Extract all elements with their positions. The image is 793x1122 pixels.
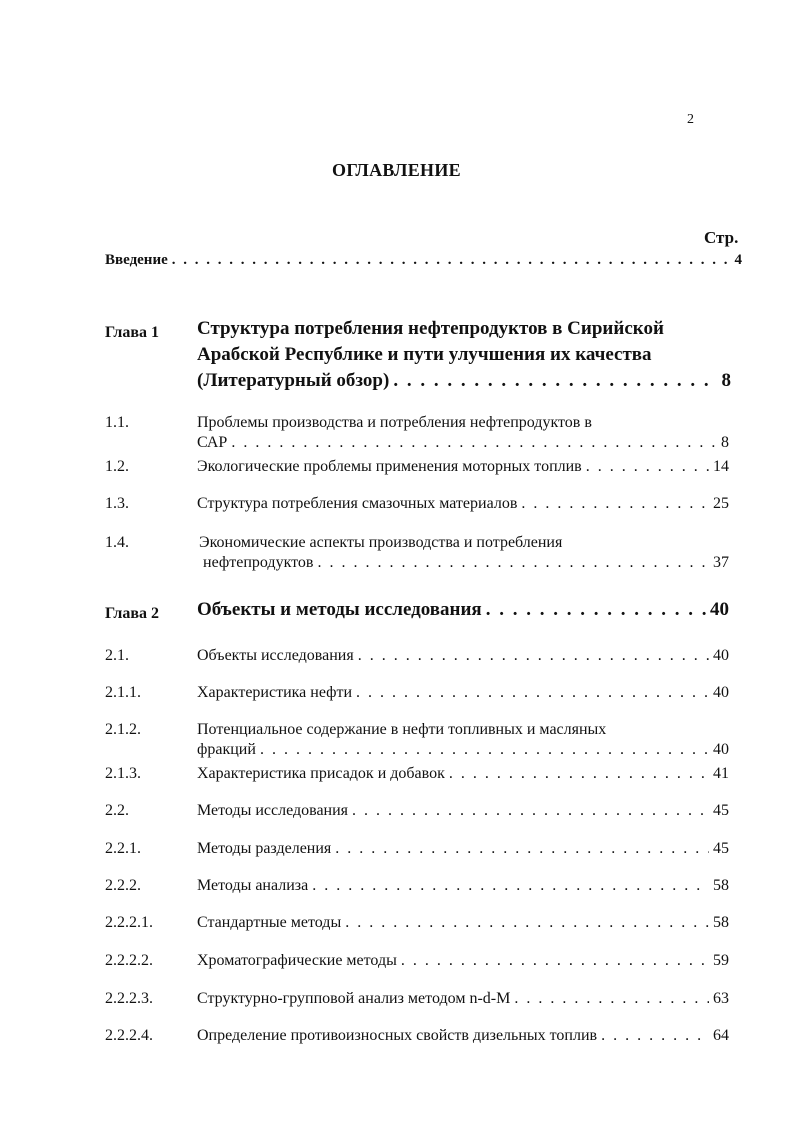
- toc-entry-page: 40: [713, 684, 729, 701]
- toc-entry-number: 2.2.1.: [105, 840, 141, 857]
- leader-dots: [352, 801, 709, 821]
- leader-dots: [586, 457, 709, 477]
- toc-entry-title: Стандартные методы: [197, 914, 342, 931]
- toc-entry-number: Глава 2: [105, 605, 159, 622]
- toc-entry-title-line: Арабской Республике и пути улучшения их качества: [197, 344, 652, 365]
- leader-dots: [345, 913, 709, 933]
- leader-dots: [449, 764, 709, 784]
- toc-entry-page: 4: [734, 252, 742, 268]
- toc-entry-number: 1.3.: [105, 495, 129, 512]
- toc-entry-number: Глава 1: [105, 324, 159, 341]
- toc-entry-page: 37: [713, 554, 729, 571]
- leader-dots: [521, 494, 709, 514]
- toc-entry-number: 2.2.2.1.: [105, 914, 153, 931]
- toc-entry-number: 2.2.2.3.: [105, 990, 153, 1007]
- toc-entry-title-line: фракций: [197, 741, 256, 758]
- toc-entry-title-line: Экономические аспекты производства и потребления: [199, 534, 563, 551]
- toc-entry-page: 8: [721, 434, 729, 451]
- leader-dots: [172, 252, 731, 269]
- toc-entry-number: 2.2.: [105, 802, 129, 819]
- toc-entry-page: 25: [713, 495, 729, 512]
- toc-entry-page: 8: [721, 370, 731, 391]
- leader-dots: [358, 646, 709, 666]
- toc-entry-number: 2.2.2.2.: [105, 952, 153, 969]
- toc-entry-title: Методы анализа: [197, 877, 309, 894]
- toc-entry-title-line: Проблемы производства и потребления нефтепродуктов в: [197, 414, 592, 431]
- page-title: ОГЛАВЛЕНИЕ: [332, 160, 461, 180]
- toc-entry-page: 58: [713, 877, 729, 894]
- toc-entry-title: Объекты исследования: [197, 647, 354, 664]
- toc-entry-page: 59: [713, 952, 729, 969]
- leader-dots: [356, 683, 709, 703]
- toc-entry-title-line: нефтепродуктов: [203, 554, 314, 571]
- toc-entry-title-line: САР: [197, 434, 228, 451]
- leader-dots: [335, 839, 709, 859]
- leader-dots: [514, 989, 709, 1009]
- toc-entry-title: Экологические проблемы применения моторных топлив: [197, 458, 582, 475]
- toc-entry-title: Хроматографические методы: [197, 952, 397, 969]
- toc-entry-page: 40: [713, 741, 729, 758]
- leader-dots: [317, 553, 709, 573]
- toc-entry-title: Введение: [105, 252, 168, 268]
- toc-entry-page: 40: [713, 647, 729, 664]
- toc-entry-page: 63: [713, 990, 729, 1007]
- toc-entry-page: 45: [713, 840, 729, 857]
- toc-entry-page: 58: [713, 914, 729, 931]
- leader-dots: [231, 433, 717, 453]
- toc-entry-title: Характеристика нефти: [197, 684, 353, 701]
- toc-entry-title: Методы исследования: [197, 802, 349, 819]
- toc-entry-page: 64: [713, 1027, 729, 1044]
- toc-entry-title: Определение противоизносных свойств дизельных топлив: [197, 1027, 598, 1044]
- toc-entry-title-line: Структура потребления нефтепродуктов в Сирийской: [197, 318, 664, 339]
- toc-entry-page: 40: [710, 599, 729, 620]
- toc-entry-title: Объекты и методы исследования: [197, 599, 482, 620]
- toc-entry-number: 1.1.: [105, 414, 129, 431]
- toc-entry-title-line: Потенциальное содержание в нефти топливных и масляных: [197, 721, 607, 738]
- toc-entry-number: 2.1.: [105, 647, 129, 664]
- toc-entry-number: 2.1.3.: [105, 765, 141, 782]
- toc-entry-number: 2.1.2.: [105, 721, 141, 738]
- toc-entry-number: 1.4.: [105, 534, 129, 551]
- toc-entry-title: Методы разделения: [197, 840, 332, 857]
- leader-dots: [601, 1026, 709, 1046]
- toc-entry-title: Характеристика присадок и добавок: [197, 765, 445, 782]
- toc-entry-page: 14: [713, 458, 729, 475]
- toc-entry-title: Структура потребления смазочных материалов: [197, 495, 518, 512]
- leader-dots: [401, 951, 709, 971]
- leader-dots: [393, 368, 717, 394]
- page-number: 2: [687, 112, 694, 127]
- toc-entry-number: 1.2.: [105, 458, 129, 475]
- toc-entry-page: 41: [713, 765, 729, 782]
- toc-entry-number: 2.2.2.4.: [105, 1027, 153, 1044]
- toc-entry-title: Структурно-групповой анализ методом n-d-M: [197, 990, 511, 1007]
- leader-dots: [260, 740, 709, 760]
- leader-dots: [486, 597, 706, 623]
- leader-dots: [312, 876, 709, 896]
- toc-entry-number: 2.1.1.: [105, 684, 141, 701]
- toc-entry-page: 45: [713, 802, 729, 819]
- toc-entry-title-line: (Литературный обзор): [197, 370, 390, 391]
- toc-entry-number: 2.2.2.: [105, 877, 141, 894]
- page-column-header: Стр.: [704, 228, 739, 247]
